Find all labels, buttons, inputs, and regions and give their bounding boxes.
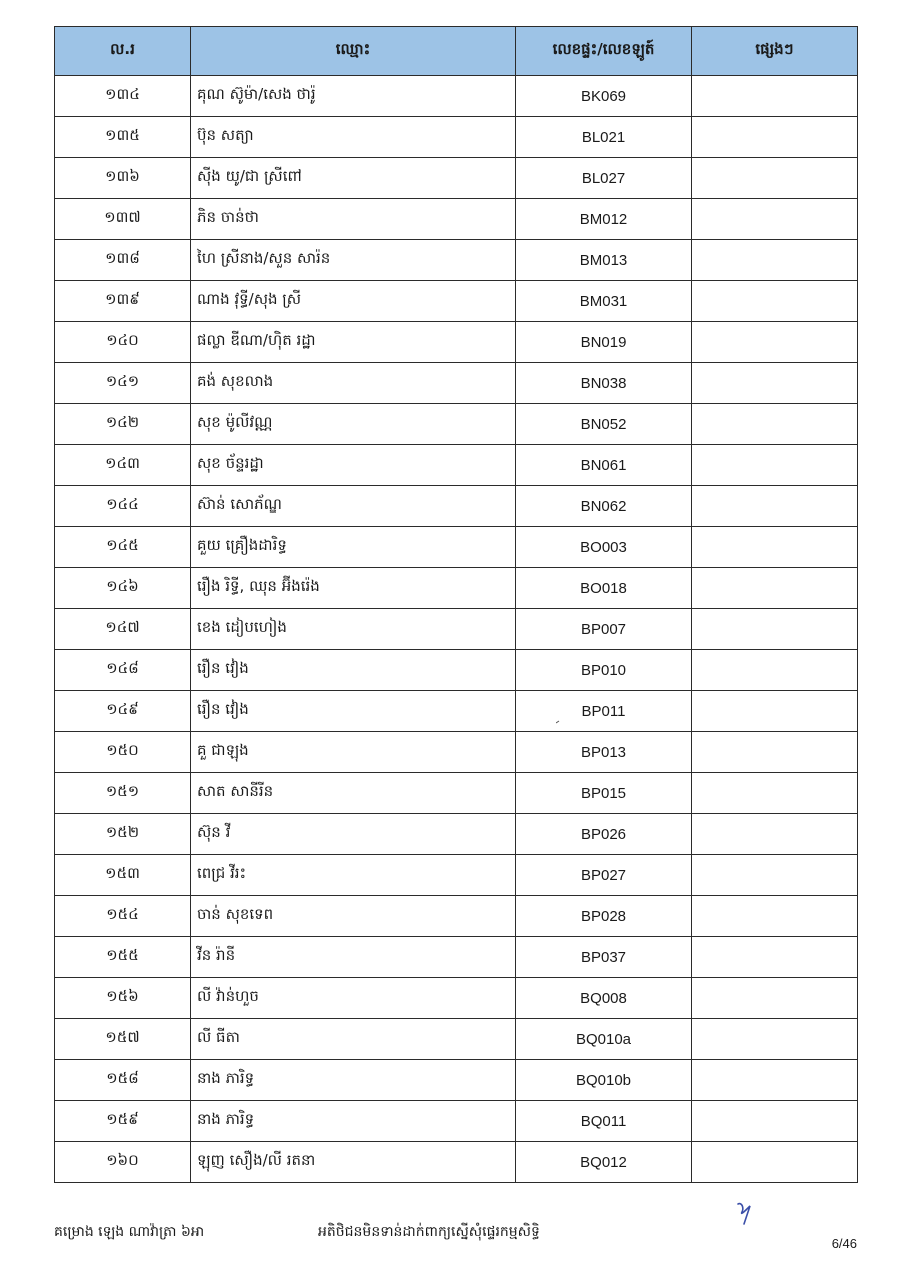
row-other — [692, 937, 858, 978]
row-name: រឿន វៀង — [191, 691, 516, 732]
row-name: ប៊ុន សត្យា — [191, 117, 516, 158]
table-row — [55, 281, 858, 322]
footer-title: អតិថិជនមិនទាន់ដាក់ពាក្យស្នើសុំផ្ទេរកម្មសិទ្ធិ — [318, 1224, 540, 1240]
footer-project: គម្រោង ឡេង ណាវ៉ាត្រា ៦អា — [54, 1224, 205, 1240]
table-row — [55, 1101, 858, 1142]
row-number: ១៦០ — [55, 1142, 191, 1183]
table-row — [55, 650, 858, 691]
row-name: លី វ៉ាន់ហួច — [191, 978, 516, 1019]
row-number: ១៣៩ — [55, 281, 191, 322]
table-row — [55, 814, 858, 855]
row-other — [692, 978, 858, 1019]
row-house-lot-number: BP007 — [516, 609, 692, 650]
row-name: រឿន វៀង — [191, 650, 516, 691]
row-house-lot-number: BL021 — [516, 117, 692, 158]
row-other — [692, 117, 858, 158]
row-name: ពេជ្រ វីរះ — [191, 855, 516, 896]
row-other — [692, 527, 858, 568]
row-number: ១៣៦ — [55, 158, 191, 199]
row-name: នាង ភារិទ្ធ — [191, 1101, 516, 1142]
row-name: ហៃ ស្រីនាង/សួន សារ៉ន — [191, 240, 516, 281]
handwritten-initial-icon — [734, 1200, 758, 1226]
table-body — [55, 76, 858, 1183]
row-other — [692, 281, 858, 322]
row-house-lot-number: BM012 — [516, 199, 692, 240]
table-row — [55, 117, 858, 158]
row-name: ណាង វុទ្ធី/សុង ស្រី — [191, 281, 516, 322]
table-row — [55, 978, 858, 1019]
row-other — [692, 650, 858, 691]
row-other — [692, 199, 858, 240]
row-other — [692, 363, 858, 404]
row-house-lot-number: BP037 — [516, 937, 692, 978]
row-name: ស៊ីង យូ/ជា ស្រីពៅ — [191, 158, 516, 199]
row-name: ស៊ុន វី — [191, 814, 516, 855]
row-name: ឡុញ សឿង/លី រតនា — [191, 1142, 516, 1183]
row-house-lot-number: BN052 — [516, 404, 692, 445]
row-number: ១៥៣ — [55, 855, 191, 896]
header-other: ផ្សេងៗ — [692, 27, 858, 76]
table-row — [55, 773, 858, 814]
row-name: គុណ ស៊ូម៉ា/សេង ថារ៉ូ — [191, 76, 516, 117]
table-row — [55, 322, 858, 363]
row-house-lot-number: BQ011 — [516, 1101, 692, 1142]
row-house-lot-number: BQ012 — [516, 1142, 692, 1183]
row-other — [692, 76, 858, 117]
table-row — [55, 158, 858, 199]
table-row — [55, 76, 858, 117]
row-number: ១៥៧ — [55, 1019, 191, 1060]
row-number: ១៥២ — [55, 814, 191, 855]
row-house-lot-number: BP015 — [516, 773, 692, 814]
row-number: ១៥៩ — [55, 1101, 191, 1142]
row-name: គង់ សុខលាង — [191, 363, 516, 404]
row-name: ផល្លា ឌីណា/ហ៊ិត រដ្ឋា — [191, 322, 516, 363]
row-name: ចាន់ សុខទេព — [191, 896, 516, 937]
row-number: ១៥១ — [55, 773, 191, 814]
row-other — [692, 568, 858, 609]
row-other — [692, 855, 858, 896]
table-row — [55, 445, 858, 486]
row-name: ភិន ចាន់ថា — [191, 199, 516, 240]
row-number: ១៥៥ — [55, 937, 191, 978]
row-number: ១៤៤ — [55, 486, 191, 527]
row-house-lot-number: BL027 — [516, 158, 692, 199]
table-row — [55, 691, 858, 732]
row-other — [692, 1101, 858, 1142]
row-number: ១៣៥ — [55, 117, 191, 158]
table-row — [55, 1019, 858, 1060]
row-house-lot-number: BO018 — [516, 568, 692, 609]
row-house-lot-number: BM031 — [516, 281, 692, 322]
row-name: ខេង ដៀបហៀង — [191, 609, 516, 650]
row-number: ១៣៤ — [55, 76, 191, 117]
row-other — [692, 404, 858, 445]
table-row — [55, 199, 858, 240]
row-number: ១៥០ — [55, 732, 191, 773]
row-number: ១៤៣ — [55, 445, 191, 486]
row-house-lot-number: BN061 — [516, 445, 692, 486]
row-number: ១៤៥ — [55, 527, 191, 568]
row-name: សុខ ម៉ូលីវណ្ណ — [191, 404, 516, 445]
stray-mark-icon — [556, 720, 560, 724]
row-name: នាង ភារិទ្ធ — [191, 1060, 516, 1101]
row-name: លី ធីតា — [191, 1019, 516, 1060]
header-number: ល.រ — [55, 27, 191, 76]
table-row — [55, 896, 858, 937]
row-other — [692, 732, 858, 773]
row-other — [692, 322, 858, 363]
header-name: ឈ្មោះ — [191, 27, 516, 76]
row-other — [692, 1142, 858, 1183]
row-number: ១៤៧ — [55, 609, 191, 650]
row-other — [692, 1060, 858, 1101]
row-house-lot-number: BQ010a — [516, 1019, 692, 1060]
row-other — [692, 240, 858, 281]
row-number: ១៤៨ — [55, 650, 191, 691]
row-other — [692, 609, 858, 650]
row-other — [692, 1019, 858, 1060]
row-house-lot-number: BN019 — [516, 322, 692, 363]
table-header-row — [55, 27, 858, 76]
row-house-lot-number: BP027 — [516, 855, 692, 896]
row-name: រឿង រិទ្ធី, ឈុន អ៊ីងរ៉េង — [191, 568, 516, 609]
row-house-lot-number: BP026 — [516, 814, 692, 855]
row-number: ១៥៨ — [55, 1060, 191, 1101]
row-number: ១៤៩ — [55, 691, 191, 732]
row-house-lot-number: BO003 — [516, 527, 692, 568]
row-other — [692, 691, 858, 732]
row-house-lot-number: BP011 — [516, 691, 692, 732]
table-row — [55, 732, 858, 773]
row-name: សុខ ច័ន្ទរដ្ឋា — [191, 445, 516, 486]
row-house-lot-number: BN038 — [516, 363, 692, 404]
page-number: 6/46 — [831, 1236, 857, 1251]
table-row — [55, 1060, 858, 1101]
row-number: ១៣៨ — [55, 240, 191, 281]
row-house-lot-number: BN062 — [516, 486, 692, 527]
row-house-lot-number: BP028 — [516, 896, 692, 937]
row-other — [692, 896, 858, 937]
row-name: វីន រ៉ានី — [191, 937, 516, 978]
row-name: សាត សានីរីន — [191, 773, 516, 814]
row-number: ១៥៤ — [55, 896, 191, 937]
row-other — [692, 158, 858, 199]
table-row — [55, 609, 858, 650]
row-number: ១៤០ — [55, 322, 191, 363]
table-row — [55, 486, 858, 527]
row-other — [692, 814, 858, 855]
row-other — [692, 445, 858, 486]
table-row — [55, 404, 858, 445]
row-number: ១៤២ — [55, 404, 191, 445]
row-name: គួយ គ្រឿងដារិទ្ធ — [191, 527, 516, 568]
table-row — [55, 527, 858, 568]
header-house-lot-number: លេខផ្ទះ/លេខឡូត៍ — [516, 27, 692, 76]
customer-table — [54, 26, 858, 1183]
row-house-lot-number: BK069 — [516, 76, 692, 117]
row-number: ១៣៧ — [55, 199, 191, 240]
table-row — [55, 240, 858, 281]
table-row — [55, 1142, 858, 1183]
row-number: ១៤១ — [55, 363, 191, 404]
row-other — [692, 486, 858, 527]
row-number: ១៥៦ — [55, 978, 191, 1019]
table-row — [55, 363, 858, 404]
table-row — [55, 568, 858, 609]
table-row — [55, 855, 858, 896]
row-other — [692, 773, 858, 814]
row-house-lot-number: BQ008 — [516, 978, 692, 1019]
row-house-lot-number: BQ010b — [516, 1060, 692, 1101]
row-house-lot-number: BP010 — [516, 650, 692, 691]
table-row — [55, 937, 858, 978]
row-house-lot-number: BP013 — [516, 732, 692, 773]
row-number: ១៤៦ — [55, 568, 191, 609]
row-house-lot-number: BM013 — [516, 240, 692, 281]
row-name: គួ ជាឡុង — [191, 732, 516, 773]
row-name: ស៊ាន់ សោភ័ណ្ឌ — [191, 486, 516, 527]
